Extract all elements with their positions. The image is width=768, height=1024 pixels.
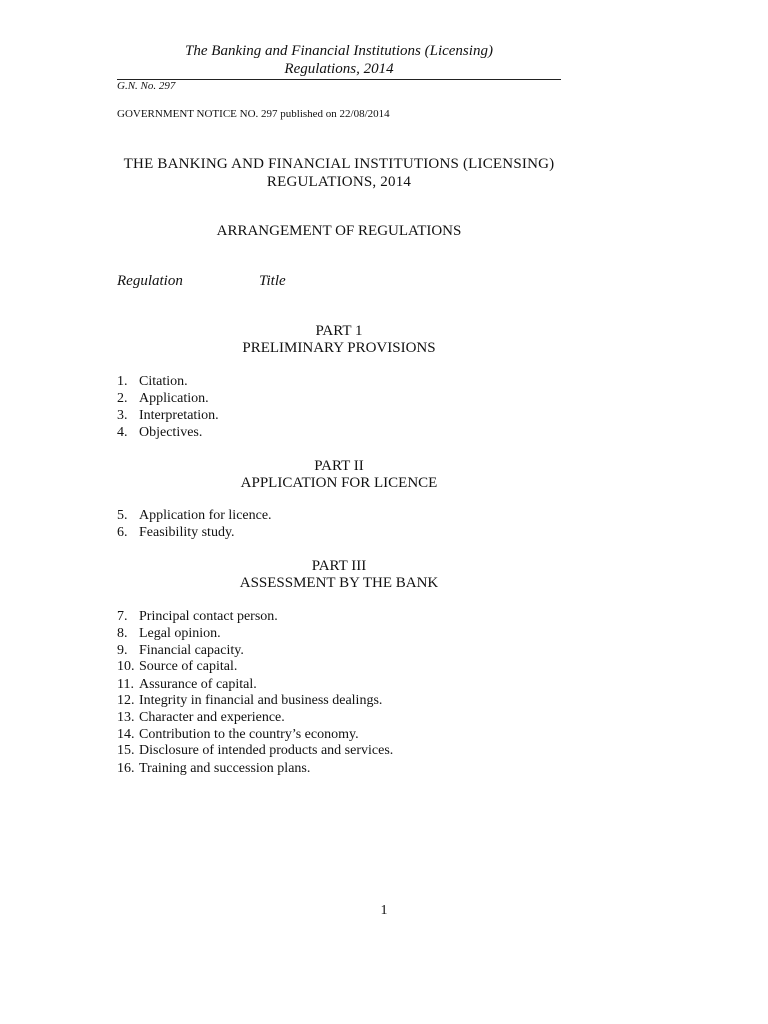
- item-number: 8.: [117, 626, 128, 641]
- item-text: Disclosure of intended products and services.: [139, 743, 394, 758]
- item-number: 15.: [117, 743, 135, 758]
- list-item: [117, 425, 202, 442]
- list-item: [117, 743, 393, 760]
- list-item: [117, 626, 221, 643]
- item-text: Integrity in financial and business dealings.: [139, 693, 383, 708]
- item-text: Assurance of capital.: [139, 677, 257, 692]
- document-title-line-1: THE BANKING AND FINANCIAL INSTITUTIONS (LICENSING): [123, 156, 555, 172]
- item-text: Principal contact person.: [139, 609, 278, 624]
- running-header-line-1: The Banking and Financial Institutions (Licensing): [185, 43, 493, 59]
- list-item: [117, 710, 285, 727]
- item-number: 9.: [117, 643, 128, 658]
- item-number: 3.: [117, 408, 128, 423]
- item-text: Application for licence.: [139, 508, 272, 523]
- part-label: PART 1: [315, 323, 363, 339]
- list-item: [117, 659, 237, 676]
- part-title: APPLICATION FOR LICENCE: [240, 475, 438, 491]
- running-header-line-2: Regulations, 2014: [284, 61, 394, 77]
- part-2-heading: [117, 458, 561, 492]
- running-header: [117, 42, 561, 78]
- government-notice-line: GOVERNMENT NOTICE NO. 297 published on 22/08/2014: [117, 108, 390, 120]
- item-number: 14.: [117, 727, 135, 742]
- list-item: [117, 727, 359, 744]
- item-text: Application.: [139, 391, 209, 406]
- item-number: 1.: [117, 374, 128, 389]
- item-text: Financial capacity.: [139, 643, 244, 658]
- item-text: Legal opinion.: [139, 626, 221, 641]
- part-label: PART II: [314, 458, 364, 474]
- item-text: Interpretation.: [139, 408, 219, 423]
- item-number: 10.: [117, 659, 135, 674]
- list-item: [117, 643, 244, 660]
- item-number: 12.: [117, 693, 135, 708]
- list-item: [117, 693, 382, 710]
- gn-number: G.N. No. 297: [117, 80, 176, 92]
- item-number: 13.: [117, 710, 135, 725]
- list-item: [117, 677, 257, 694]
- item-text: Character and experience.: [139, 710, 285, 725]
- page-number: 1: [380, 903, 388, 918]
- regulation-column-label: Regulation: [117, 273, 183, 289]
- item-text: Feasibility study.: [139, 525, 235, 540]
- list-item: [117, 374, 188, 391]
- list-item: [117, 408, 219, 425]
- item-text: Training and succession plans.: [139, 761, 311, 776]
- part-label: PART III: [311, 558, 367, 574]
- part-3-heading: [117, 558, 561, 592]
- part-1-heading: [117, 323, 561, 357]
- list-item: [117, 391, 209, 408]
- item-text: Citation.: [139, 374, 188, 389]
- title-column-label: Title: [259, 273, 286, 289]
- list-item: [117, 508, 272, 525]
- item-number: 7.: [117, 609, 128, 624]
- header-rule: [117, 79, 561, 80]
- list-item: [117, 761, 310, 778]
- part-title: PRELIMINARY PROVISIONS: [242, 340, 436, 356]
- item-number: 16.: [117, 761, 135, 776]
- item-number: 4.: [117, 425, 128, 440]
- item-number: 11.: [117, 677, 134, 692]
- item-number: 6.: [117, 525, 128, 540]
- list-item: [117, 609, 278, 626]
- document-title: [117, 155, 561, 191]
- document-title-line-2: REGULATIONS, 2014: [266, 174, 412, 190]
- list-item: [117, 525, 235, 542]
- item-number: 5.: [117, 508, 128, 523]
- item-text: Source of capital.: [139, 659, 238, 674]
- item-text: Objectives.: [139, 425, 203, 440]
- item-text: Contribution to the country’s economy.: [139, 727, 359, 742]
- item-number: 2.: [117, 391, 128, 406]
- part-title: ASSESSMENT BY THE BANK: [239, 575, 439, 591]
- arrangement-heading: ARRANGEMENT OF REGULATIONS: [216, 223, 462, 239]
